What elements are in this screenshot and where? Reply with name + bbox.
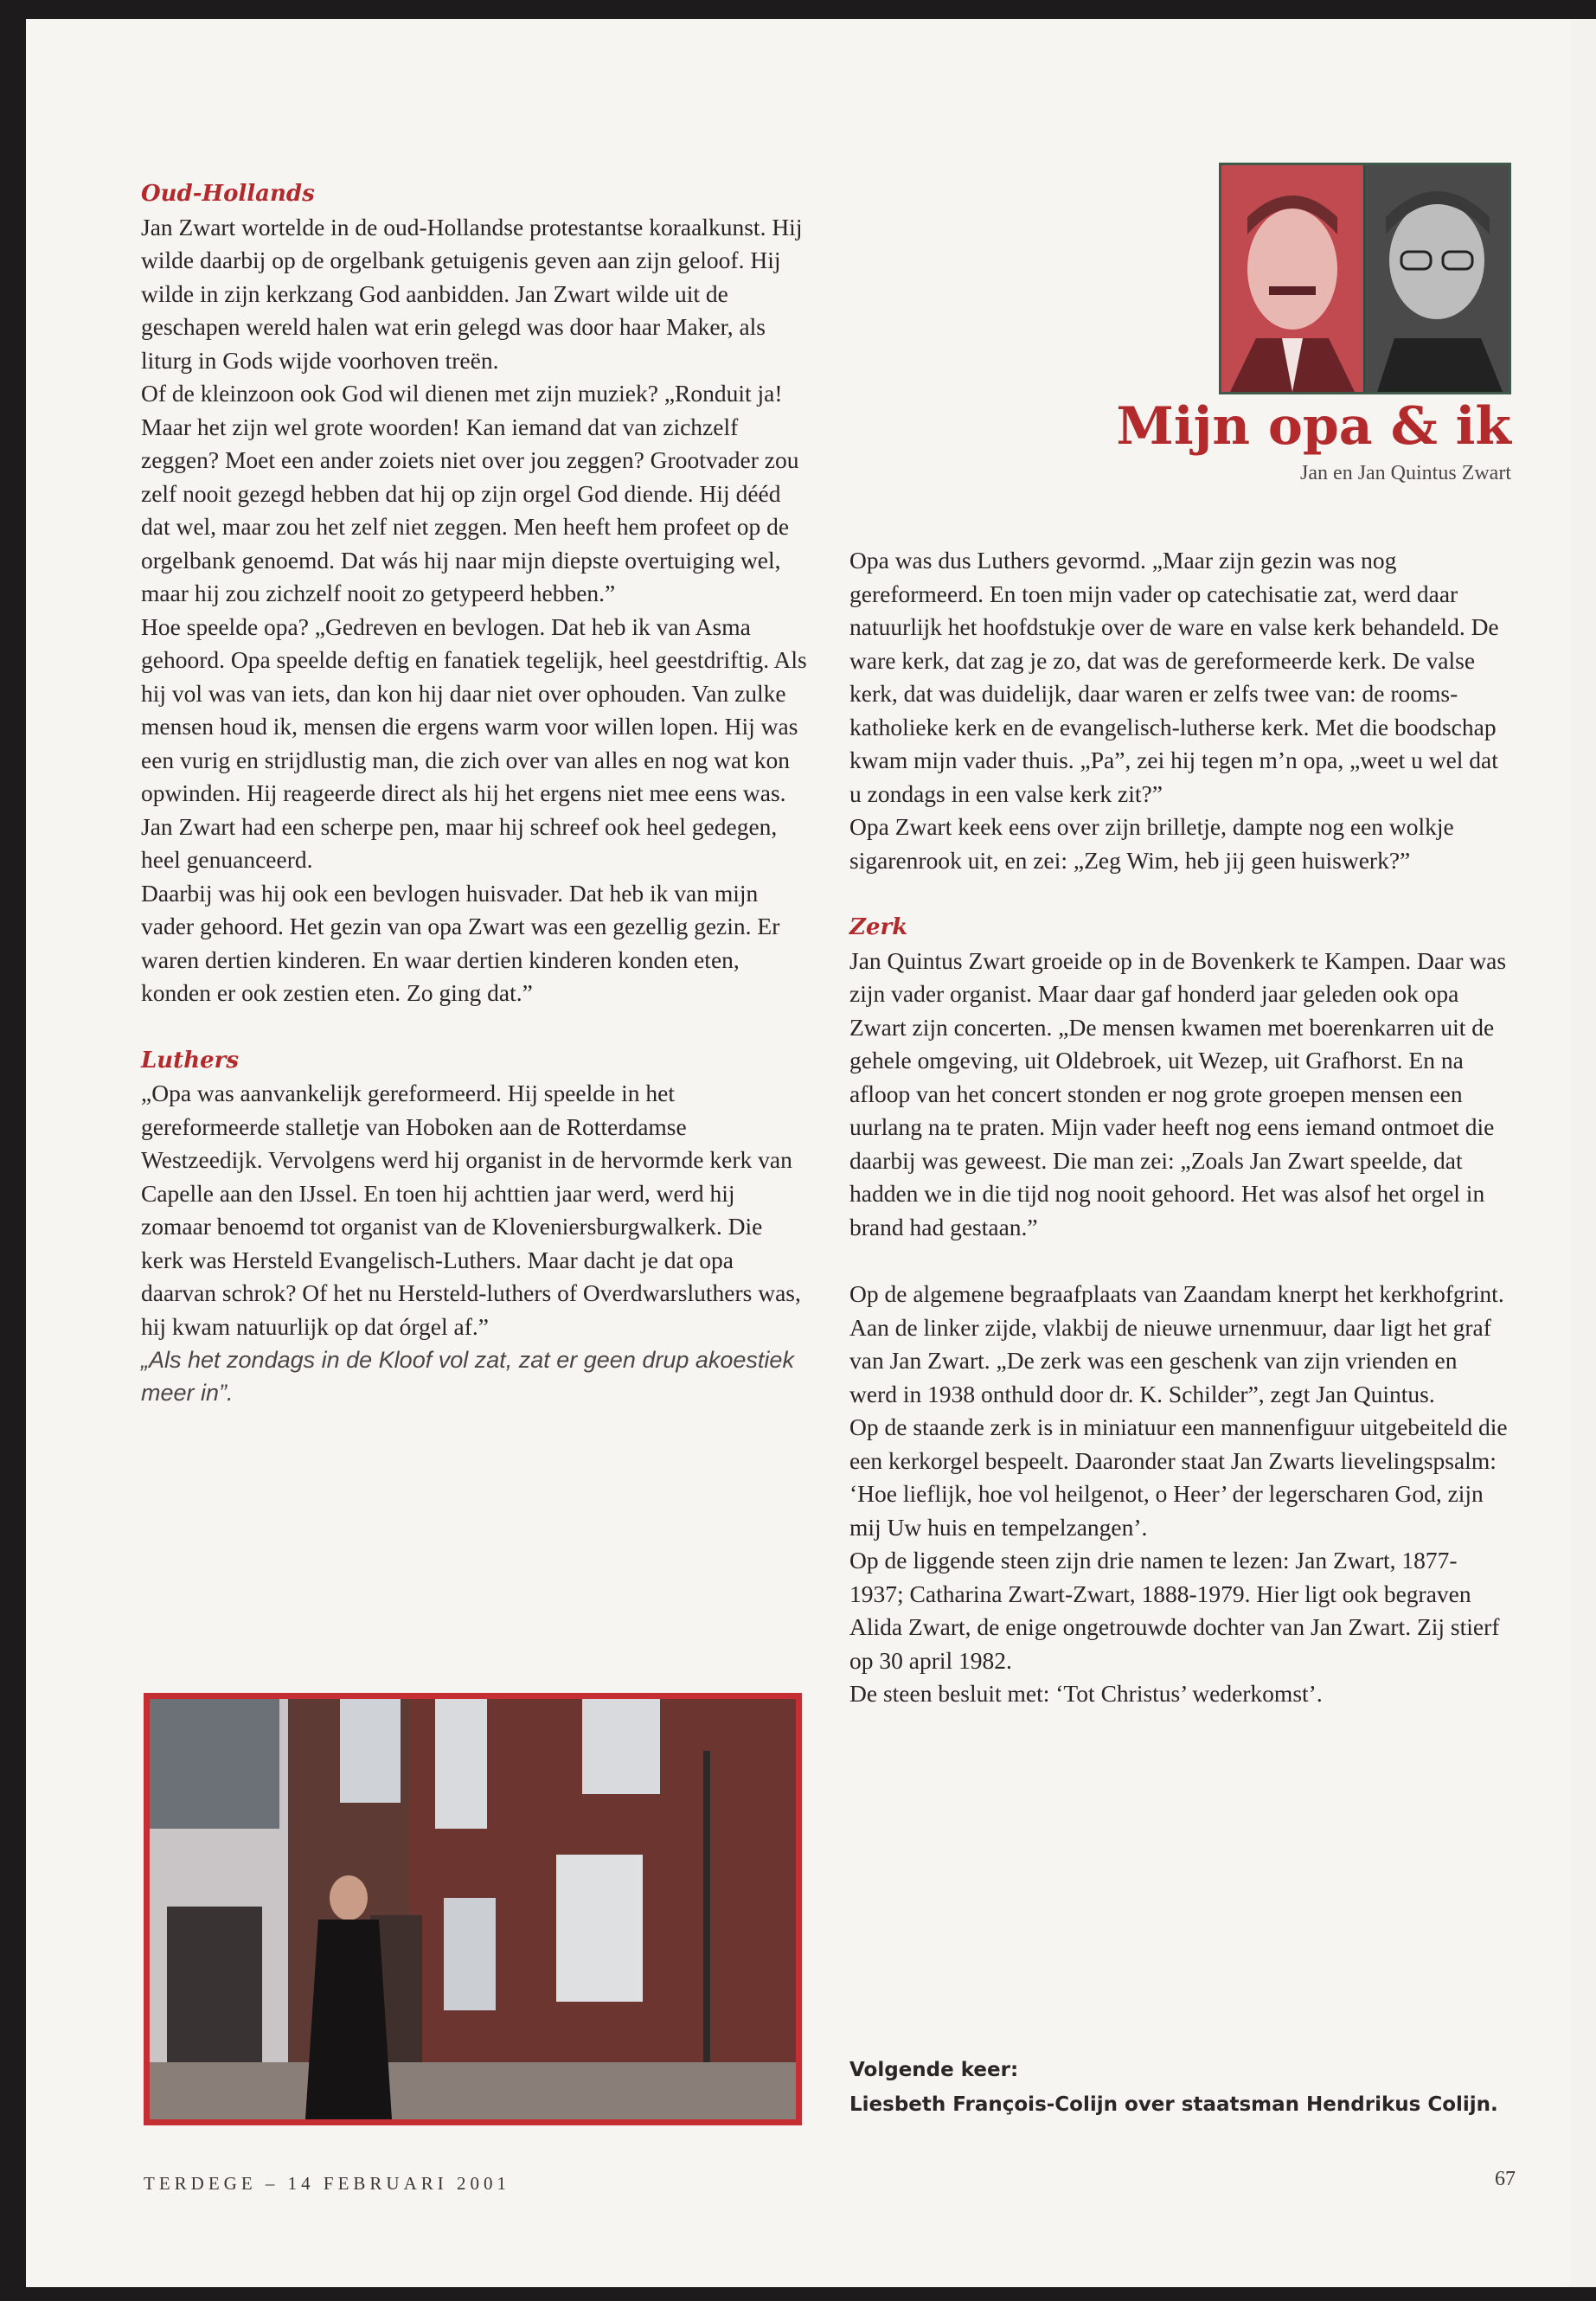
page-number: 67 xyxy=(1495,2168,1516,2190)
body-paragraph: Of de kleinzoon ook God wil dienen met zijn muziek? „Ronduit ja! Maar het zijn wel grote woorden! Kan iemand dat van zichzelf zeggen? Moet een ander zoiets niet over jou zeggen? Grootvader zou zelf nooit gezegd hebben dat hij op zijn orgel God diende. Hij dééd dat wel, maar zou het zelf niet zeggen. Men heeft hem profeet op de orgelbank genoemd. Dat wás hij naar mijn diepste overtuiging wel, maar hij zou zichzelf nooit zo getypeerd hebben.” xyxy=(141,380,799,606)
body-paragraph: Jan Zwart wortelde in de oud-Hollandse protestantse koraalkunst. Hij wilde daarbij op de orgelbank getuigenis geven aan zijn geloof. Hij wilde in zijn kerkzang God aanbidden. Jan Zwart wilde uit de geschapen wereld halen wat erin gelegd was door haar Maker, als liturg in Gods wijde voorhoven treën. xyxy=(141,213,803,374)
body-paragraph: Op de staande zerk is in miniatuur een mannenfiguur uitgebeiteld die een kerkorgel bespeelt. Daaronder staat Jan Zwarts lievelingspsalm: ‘Hoe lieflijk, hoe vol heilgenot, o Heer’ der legerscharen God, zijn mij Uw huis en tempelzangen’. xyxy=(849,1413,1508,1541)
section-heading-luthers: Luthers xyxy=(141,1047,239,1074)
body-paragraph: Hoe speelde opa? „Gedreven en bevlogen. Dat heb ik van Asma gehoord. Opa speelde deftig en fanatiek tegelijk, heel geestdriftig. Als hij vol was van iets, dan kon hij daar niet over ophouden. Van zulke mensen houd ik, mensen die ergens warm voor willen lopen. Hij was een vurig en strijdlustig man, die zich over van alles en nog wat kon opwinden. Hij reageerde direct als hij het ergens niet mee eens was. Jan Zwart had een scherpe pen, maar hij schreef ook heel gedegen, heel genuanceerd. xyxy=(141,612,807,873)
publication-footer: TERDEGE – 14 FEBRUARI 2001 xyxy=(144,2173,510,2194)
next-issue-text: Liesbeth François-Colijn over staatsman Hendrikus Colijn. xyxy=(849,2093,1498,2116)
section-heading-zerk: Zerk xyxy=(849,914,908,940)
body-paragraph: Op de liggende steen zijn drie namen te lezen: Jan Zwart, 1877-1937; Catharina Zwart-Zwart, 1888-1979. Hier ligt ook begraven Alida Zwart, de enige ongetrouwde dochter van Jan Zwart. Zij stierf op 30 april 1982. xyxy=(849,1547,1500,1674)
body-paragraph: Op de algemene begraafplaats van Zaandam knerpt het kerkhofgrint. Aan de linker zijde, vlakbij de nieuwe urnenmuur, daar ligt het graf van Jan Zwart. „De zerk was een geschenk van zijn vrienden en werd in 1938 onthuld door dr. K. Schilder”, zegt Jan Quintus. xyxy=(849,1280,1504,1407)
article-title: Mijn opa & ik xyxy=(1116,396,1511,457)
section-heading-oud-hollands: Oud-Hollands xyxy=(141,181,315,207)
left-column xyxy=(141,177,807,1409)
body-paragraph: „Opa was aanvankelijk gereformeerd. Hij speelde in het gereformeerde stalletje van Hoboken aan de Rotterdamse Westzeedijk. Vervolgens werd hij organist in de hervormde kerk van Capelle aan den IJssel. En toen hij achttien jaar werd, werd hij zomaar benoemd tot organist van de Kloveniersburgwalkerk. Die kerk was Hersteld Evangelisch-Luthers. Maar dacht je dat opa daarvan schrok? Of het nu Hersteld-luthers of Overdwarsluthers was, hij kwam natuurlijk op dat órgel af.” xyxy=(141,1080,801,1340)
next-issue-teaser xyxy=(849,2053,1542,2122)
church-photo xyxy=(144,1693,802,2125)
body-paragraph: Daarbij was hij ook een bevlogen huisvader. Dat heb ik van mijn vader gehoord. Het gezin van opa Zwart was een gezellig gezin. Er waren dertien kinderen. En waar dertien kinderen konden eten, konden er ook zestien eten. Zo ging dat.” xyxy=(141,879,780,1006)
right-column xyxy=(849,544,1509,1711)
article-subtitle: Jan en Jan Quintus Zwart xyxy=(1300,462,1511,484)
body-paragraph: Jan Quintus Zwart groeide op in de Bovenkerk te Kampen. Daar was zijn vader organist. Maar daar gaf honderd jaar geleden ook opa Zwart zijn concerten. „De mensen kwamen met boerenkarren uit de gehele omgeving, uit Oldebroek, uit Wezep, uit Grafhorst. En na afloop van het concert stonden er nog grote groepen mensen een uurlang na te praten. Mijn vader heeft nog eens iemand ontmoet die daarbij was geweest. Die man zei: „Zoals Jan Zwart speelde, dat hadden we in die tijd nog nooit gehoord. Het was alsof het orgel in brand had gestaan.” xyxy=(849,946,1507,1240)
portrait-photos xyxy=(1219,163,1511,394)
next-issue-label: Volgende keer: xyxy=(849,2059,1019,2081)
body-paragraph: Opa Zwart keek eens over zijn brilletje, dampte nog een wolkje sigarenrook uit, en zei: „Zeg Wim, heb jij geen huiswerk?” xyxy=(849,813,1454,874)
photo-caption: „Als het zondags in de Kloof vol zat, zat er geen drup akoestiek meer in”. xyxy=(141,1347,794,1406)
body-paragraph: Opa was dus Luthers gevormd. „Maar zijn gezin was nog gereformeerd. En toen mijn vader op catechisatie zat, werd daar natuurlijk het hoofdstukje over de ware en valse kerk behandeld. De ware kerk, dat zag je zo, dat was de gereformeerde kerk. De valse kerk, dat was duidelijk, daar waren er zelfs twee van: de rooms-katholieke kerk en de evangelisch-lutherse kerk. Met die boodschap kwam mijn vader thuis. „Pa”, zei hij tegen m’n opa, „weet u wel dat u zondags in een valse kerk zit?” xyxy=(849,547,1499,807)
body-paragraph: De steen besluit met: ‘Tot Christus’ wederkomst’. xyxy=(849,1680,1323,1707)
